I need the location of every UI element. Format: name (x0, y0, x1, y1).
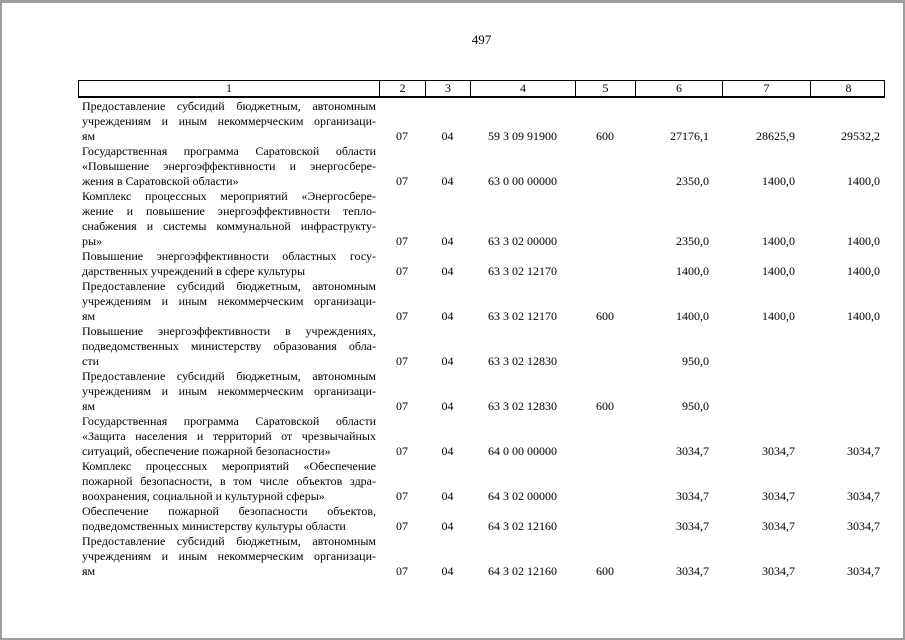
cell-amount-year1: 27176,1 (670, 129, 709, 143)
cell-amount-year3: 3034,7 (847, 519, 880, 533)
program-name-line: «Защита населения и территорий от чрезвычайных (82, 429, 376, 443)
table-row (78, 99, 885, 144)
cell-target-article: 63 3 02 12830 (488, 399, 557, 413)
column-header-8: 8 (845, 81, 852, 95)
cell-amount-year3: 3034,7 (847, 564, 880, 578)
program-name-line: Повышение энергоэффективности в учреждениях, (82, 324, 376, 338)
cell-amount-year3: 3034,7 (847, 444, 880, 458)
cell-amount-year3: 1400,0 (847, 174, 880, 188)
cell-podrazdel: 04 (441, 129, 454, 143)
cell-amount-year2: 3034,7 (762, 489, 795, 503)
cell-razdel: 07 (396, 564, 408, 578)
cell-amount-year1: 3034,7 (676, 489, 709, 503)
cell-program-name (78, 324, 379, 369)
cell-target-article: 63 3 02 12830 (488, 354, 557, 368)
cell-target-article: 64 0 00 00000 (488, 444, 557, 458)
program-name-line: жение и повышение энергоэффективности тепло- (82, 204, 376, 218)
column-header-7: 7 (723, 81, 811, 96)
cell-target-article: 64 3 02 00000 (488, 489, 557, 503)
program-name-line: ситуаций, обеспечение пожарной безопасности» (82, 444, 331, 458)
program-name-line: жения в Саратовской области» (82, 174, 239, 188)
column-header-2: 2 (380, 81, 426, 96)
column-header-6: 6 (636, 81, 723, 96)
cell-amount-year2: 1400,0 (762, 174, 795, 188)
cell-expense-type: 600 (596, 129, 614, 143)
cell-amount-year1: 950,0 (682, 354, 709, 368)
table-body (78, 99, 885, 579)
program-name-line: дарственных учреждений в сфере культуры (82, 264, 306, 278)
table-row (78, 189, 885, 249)
cell-amount-year2: 1400,0 (762, 309, 795, 323)
cell-target-article: 64 3 02 12160 (488, 564, 557, 578)
program-name-line: ям (82, 399, 96, 413)
cell-podrazdel: 04 (441, 234, 454, 248)
program-name-line: подведомственных министерству культуры области (82, 519, 346, 533)
program-name-line: Предоставление субсидий бюджетным, автономным (82, 279, 376, 293)
table-row (78, 144, 885, 189)
cell-amount-year2: 28625,9 (756, 129, 795, 143)
cell-target-article: 63 0 00 00000 (488, 174, 557, 188)
cell-razdel: 07 (396, 489, 408, 503)
program-name-line: Комплекс процессных мероприятий «Обеспечение (82, 459, 376, 473)
cell-razdel: 07 (396, 399, 408, 413)
cell-amount-year2: 1400,0 (762, 264, 795, 278)
cell-amount-year3: 1400,0 (847, 234, 880, 248)
budget-table (78, 80, 885, 579)
program-name-line: Повышение энергоэффективности областных госу- (82, 249, 376, 263)
cell-razdel: 07 (396, 309, 408, 323)
column-header-1: 1 (79, 81, 380, 96)
cell-podrazdel: 04 (441, 399, 454, 413)
cell-amount-year2: 3034,7 (762, 519, 795, 533)
program-name-line: подведомственных министерству образования обла- (82, 339, 376, 353)
cell-amount-year1: 950,0 (682, 399, 709, 413)
cell-amount-year3: 1400,0 (847, 309, 880, 323)
cell-amount-year1: 3034,7 (676, 564, 709, 578)
program-name-line: учреждениям и иным некоммерческим организаци- (82, 549, 376, 563)
cell-target-article: 63 3 02 00000 (488, 234, 557, 248)
table-row (78, 504, 885, 534)
cell-amount-year1: 3034,7 (676, 444, 709, 458)
program-name-line: учреждениям и иным некоммерческим организаци- (82, 114, 376, 128)
table-row (78, 534, 885, 579)
cell-program-name (78, 504, 379, 534)
cell-podrazdel: 04 (441, 564, 454, 578)
cell-target-article: 59 3 09 91900 (488, 129, 557, 143)
program-name-line: Предоставление субсидий бюджетным, автономным (82, 369, 376, 383)
program-name-line: учреждениям и иным некоммерческим организаци- (82, 384, 376, 398)
cell-podrazdel: 04 (441, 174, 454, 188)
table-row (78, 324, 885, 369)
cell-podrazdel: 04 (441, 309, 454, 323)
cell-expense-type: 600 (596, 309, 614, 323)
cell-amount-year3: 29532,2 (841, 129, 880, 143)
table-header-row (78, 80, 885, 98)
cell-amount-year1: 2350,0 (676, 234, 709, 248)
cell-razdel: 07 (396, 519, 408, 533)
program-name-line: сти (82, 354, 99, 368)
cell-amount-year2: 3034,7 (762, 444, 795, 458)
cell-program-name (78, 144, 379, 189)
cell-podrazdel: 04 (441, 444, 454, 458)
program-name-line: ры» (82, 234, 103, 248)
cell-expense-type: 600 (596, 564, 614, 578)
table-row (78, 369, 885, 414)
cell-razdel: 07 (396, 264, 408, 278)
cell-program-name (78, 189, 379, 249)
cell-program-name (78, 279, 379, 324)
cell-amount-year3: 1400,0 (847, 264, 880, 278)
cell-podrazdel: 04 (441, 264, 454, 278)
program-name-line: Государственная программа Саратовской области (82, 144, 376, 158)
cell-razdel: 07 (396, 174, 408, 188)
program-name-line: пожарной безопасности, в том числе объектов здра- (82, 474, 376, 488)
cell-program-name (78, 249, 379, 279)
cell-amount-year1: 3034,7 (676, 519, 709, 533)
program-name-line: Комплекс процессных мероприятий «Энергосбере- (82, 189, 376, 203)
table-row (78, 459, 885, 504)
program-name-line: «Повышение энергоэффективности и энергосбере- (82, 159, 376, 173)
table-row (78, 279, 885, 324)
program-name-line: снабжения и системы коммунальной инфраструкту- (82, 219, 376, 233)
table-row (78, 249, 885, 279)
cell-program-name (78, 534, 379, 579)
cell-program-name (78, 414, 379, 459)
table-row (78, 414, 885, 459)
column-header-3: 3 (426, 81, 471, 96)
program-name-line: Обеспечение пожарной безопасности объектов, (82, 504, 376, 518)
cell-program-name (78, 459, 379, 504)
cell-target-article: 63 3 02 12170 (488, 309, 557, 323)
cell-podrazdel: 04 (441, 519, 454, 533)
program-name-line: Предоставление субсидий бюджетным, автономным (82, 99, 376, 113)
program-name-line: учреждениям и иным некоммерческим организаци- (82, 294, 376, 308)
cell-razdel: 07 (396, 129, 408, 143)
program-name-line: ям (82, 129, 96, 143)
cell-amount-year2: 3034,7 (762, 564, 795, 578)
cell-amount-year1: 2350,0 (676, 174, 709, 188)
cell-amount-year2: 1400,0 (762, 234, 795, 248)
program-name-line: Государственная программа Саратовской области (82, 414, 376, 428)
cell-expense-type: 600 (596, 399, 614, 413)
column-header-4: 4 (471, 81, 576, 96)
cell-podrazdel: 04 (441, 354, 454, 368)
cell-target-article: 64 3 02 12160 (488, 519, 557, 533)
cell-razdel: 07 (396, 234, 408, 248)
cell-amount-year1: 1400,0 (676, 264, 709, 278)
cell-program-name (78, 369, 379, 414)
program-name-line: Предоставление субсидий бюджетным, автономным (82, 534, 376, 548)
column-header-5: 5 (576, 81, 636, 96)
program-name-line: ям (82, 564, 96, 578)
cell-amount-year3: 3034,7 (847, 489, 880, 503)
cell-razdel: 07 (396, 444, 408, 458)
cell-razdel: 07 (396, 354, 408, 368)
program-name-line: воохранения, социальной и культурной сферы» (82, 489, 325, 503)
cell-target-article: 63 3 02 12170 (488, 264, 557, 278)
cell-podrazdel: 04 (441, 489, 454, 503)
cell-amount-year1: 1400,0 (676, 309, 709, 323)
page-number: 497 (471, 32, 492, 47)
cell-program-name (78, 99, 379, 144)
program-name-line: ям (82, 309, 96, 323)
